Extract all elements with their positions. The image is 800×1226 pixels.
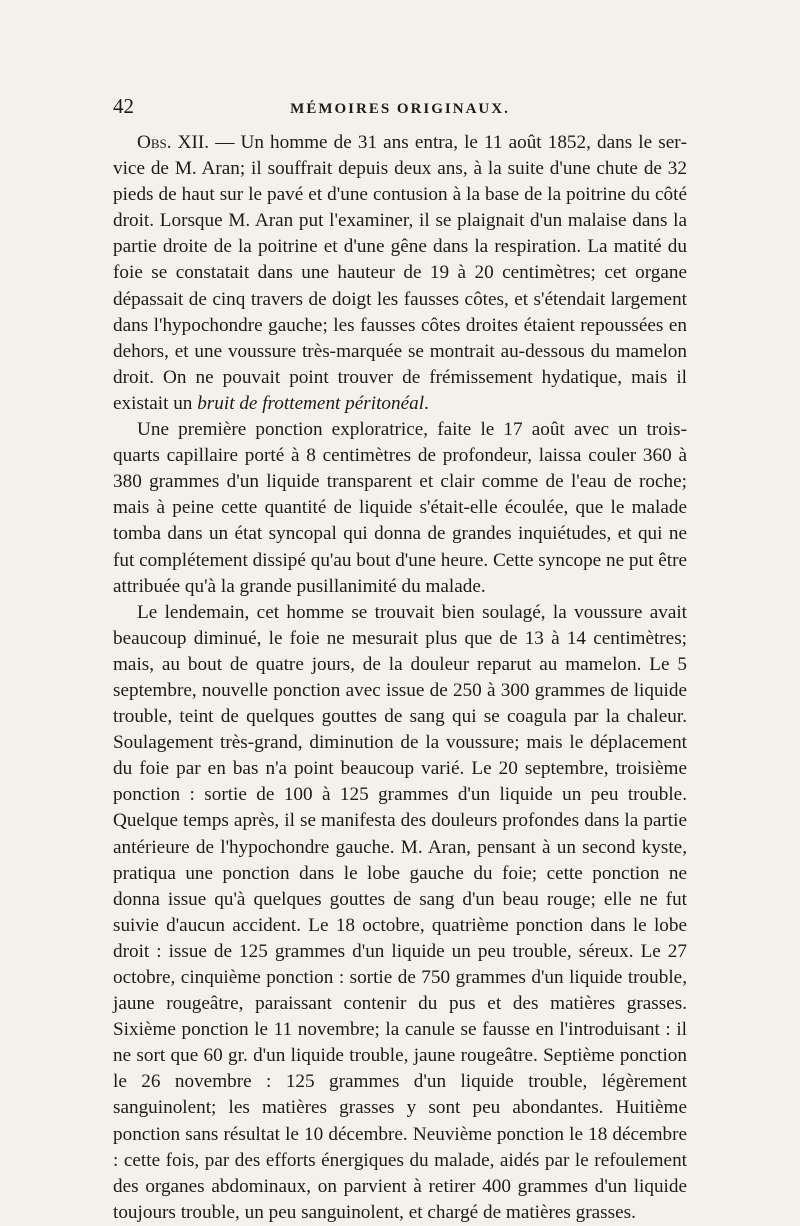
running-title: MÉMOIRES ORIGINAUX. (290, 101, 510, 117)
paragraph-text: — Un homme de 31 ans entra, le 11 août 1852, dans le service de M. Aran; il souffrait depuis deux ans, à la suite d'une chute de 32 pieds de haut sur le pavé et d'une contusion à la base de la poitrine du côté droit. Lorsque M. Aran put l'examiner, il se plaignait d'un malaise dans la partie droite de la poitrine et d'une gêne dans la respiration. La matité du foie se constatait dans une hauteur de 19 à 20 centimètres; cet organe dépassait de cinq travers de doigt les fausses côtes, et s'étendait largement dans l'hypochondre gauche; les fausses côtes droites étaient repoussées en dehors, et une voussure très-marquée se montrait au-dessous du mamelon droit. On ne pouvait point trouver de frémissement hydatique, mais il existait un (113, 132, 687, 414)
page-number: 42 (113, 94, 134, 118)
paragraph-observation (113, 130, 687, 417)
paragraph-following-punctures: Le lendemain, cet homme se trouvait bien soulagé, la voussure avait beaucoup diminué, le foie ne mesurait plus que de 13 à 14 centimètres; mais, au bout de quatre jours, de la douleur reparut au mamelon. Le 5 septembre, nouvelle ponction avec issue de 250 à 300 grammes de liquide trouble, teint de quelques gouttes de sang qui se coagula par la chaleur. Soulagement très-grand, diminution de la voussure; mais le déplacement du foie par en bas n'a point beaucoup varié. Le 20 septembre, troisième ponction : sortie de 100 à 125 grammes d'un liquide un peu trouble. Quelque temps après, il se manifesta des douleurs profondes dans la partie antérieure de l'hypochondre gauche. M. Aran, pensant à un second kyste, pratiqua une ponction dans le lobe gauche du foie; cette ponction ne donna issue qu'à quelques gouttes de sang d'un beau rouge; elle ne fut suivie d'aucun accident. Le 18 octobre, quatrième ponction dans le lobe droit : issue de 125 grammes d'un liquide un peu trouble, séreux. Le 27 octobre, cinquième ponction : sortie de 750 grammes d'un liquide trouble, jaune rougeâtre, paraissant contenir du pus et des matières grasses. Sixième ponction le 11 novembre; la canule se fausse en l'introduisant : il ne sort que 60 gr. d'un liquide trouble, jaune rougeâtre. Septième ponction le 26 novembre : 125 grammes d'un liquide trouble, légèrement sanguinolent; les matières grasses y sont peu abondantes. Huitième ponction sans résultat le 10 décembre. Neuvième ponction le 18 décembre : cette fois, par des efforts énergiques du malade, aidés par le refoulement des organes abdominaux, on parvient à retirer 400 grammes d'un liquide toujours trouble, un peu sanguinolent, et chargé de matières grasses. (113, 601, 687, 1223)
paragraph-text-end: . (424, 392, 429, 414)
body-text (113, 130, 687, 1226)
italic-emphasis: bruit de frottement péritonéal (197, 392, 425, 414)
observation-label: Obs. XII. (137, 132, 210, 153)
running-header (113, 94, 687, 124)
paragraph-first-puncture: Une première ponction exploratrice, faite le 17 août avec un trois-quarts capillaire porté à 8 centimètres de profondeur, laissa couler 360 à 380 grammes d'un liquide transparent et clair comme de l'eau de roche; mais à peine cette quantité de liquide s'était-elle écoulée, que le malade tomba dans un état syncopal qui donna de grandes inquiétudes, et qui ne fut complétement dissipé qu'au bout d'une heure. Cette syncope ne put être attribuée qu'à la grande pusillanimité du malade. (113, 419, 687, 597)
